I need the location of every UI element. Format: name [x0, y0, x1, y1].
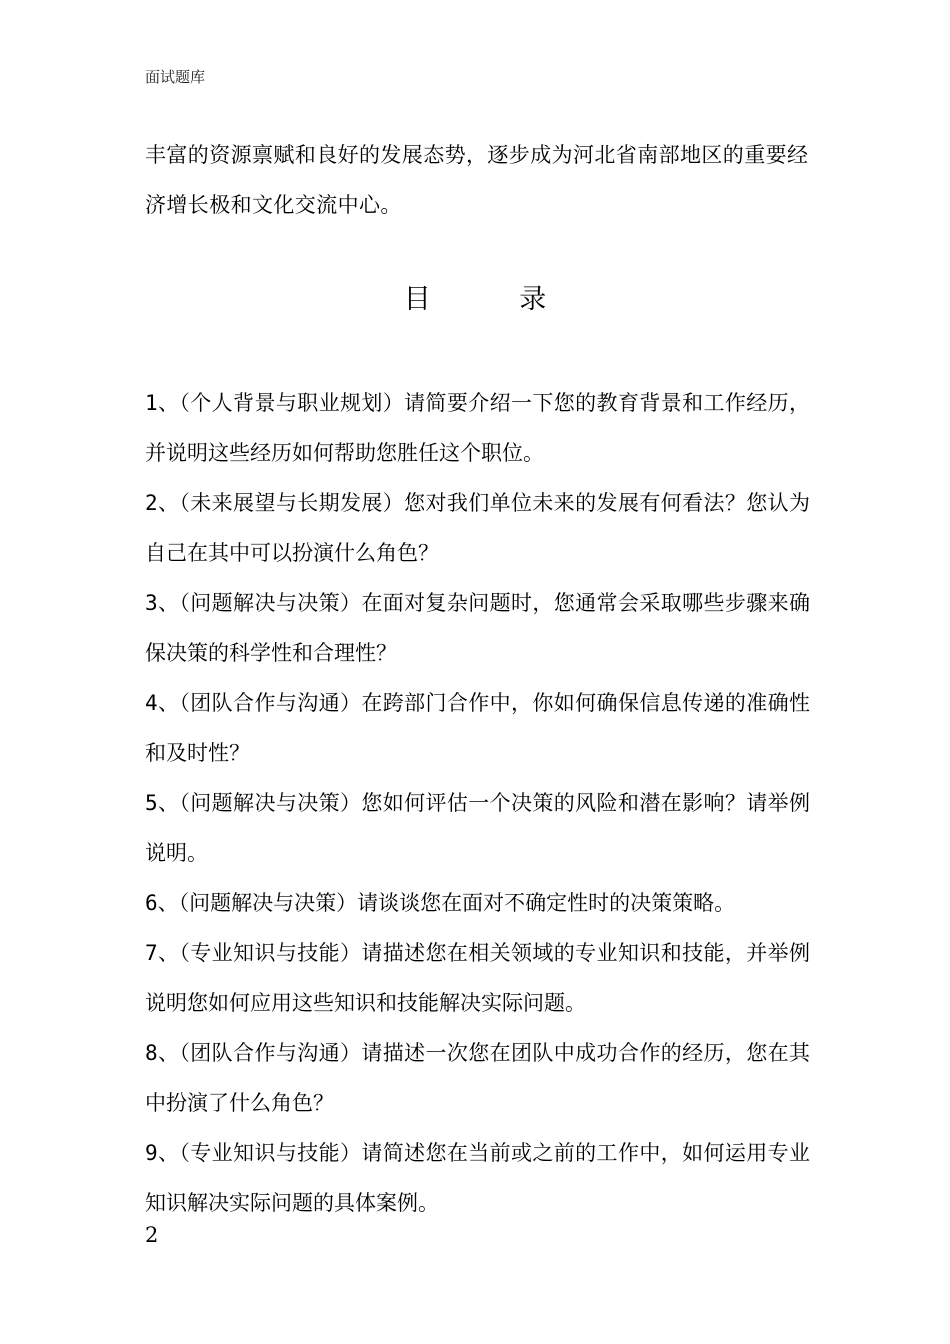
toc-item: 2、（未来展望与长期发展）您对我们单位未来的发展有何看法？您认为自己在其中可以扮演什么角色？: [145, 491, 810, 565]
toc-title: 目 录: [403, 284, 587, 315]
toc-item: 8、（团队合作与沟通）请描述一次您在团队中成功合作的经历，您在其中扮演了什么角色？: [145, 1041, 810, 1115]
toc-list: [145, 378, 810, 1228]
toc-item: 7、（专业知识与技能）请描述您在相关领域的专业知识和技能，并举例说明您如何应用这些知识和技能解决实际问题。: [145, 941, 810, 1015]
intro-paragraph: [145, 130, 815, 230]
toc-item: 4、（团队合作与沟通）在跨部门合作中，你如何确保信息传递的准确性和及时性？: [145, 691, 810, 765]
toc-item: 1、（个人背景与职业规划）请简要介绍一下您的教育背景和工作经历，并说明这些经历如何帮助您胜任这个职位。: [145, 391, 810, 465]
page-header: 面试题库: [145, 68, 206, 86]
toc-item: 9、（专业知识与技能）请简述您在当前或之前的工作中，如何运用专业知识解决实际问题的具体案例。: [145, 1141, 810, 1215]
page-number: 2: [145, 1223, 159, 1247]
toc-item: 6、（问题解决与决策）请谈谈您在面对不确定性时的决策策略。: [145, 891, 736, 915]
intro-text: 丰富的资源禀赋和良好的发展态势，逐步成为河北省南部地区的重要经济增长极和文化交流中心。: [145, 143, 809, 217]
toc-item: 5、（问题解决与决策）您如何评估一个决策的风险和潜在影响？请举例说明。: [145, 791, 810, 865]
toc-item: 3、（问题解决与决策）在面对复杂问题时，您通常会采取哪些步骤来确保决策的科学性和合理性？: [145, 591, 810, 665]
